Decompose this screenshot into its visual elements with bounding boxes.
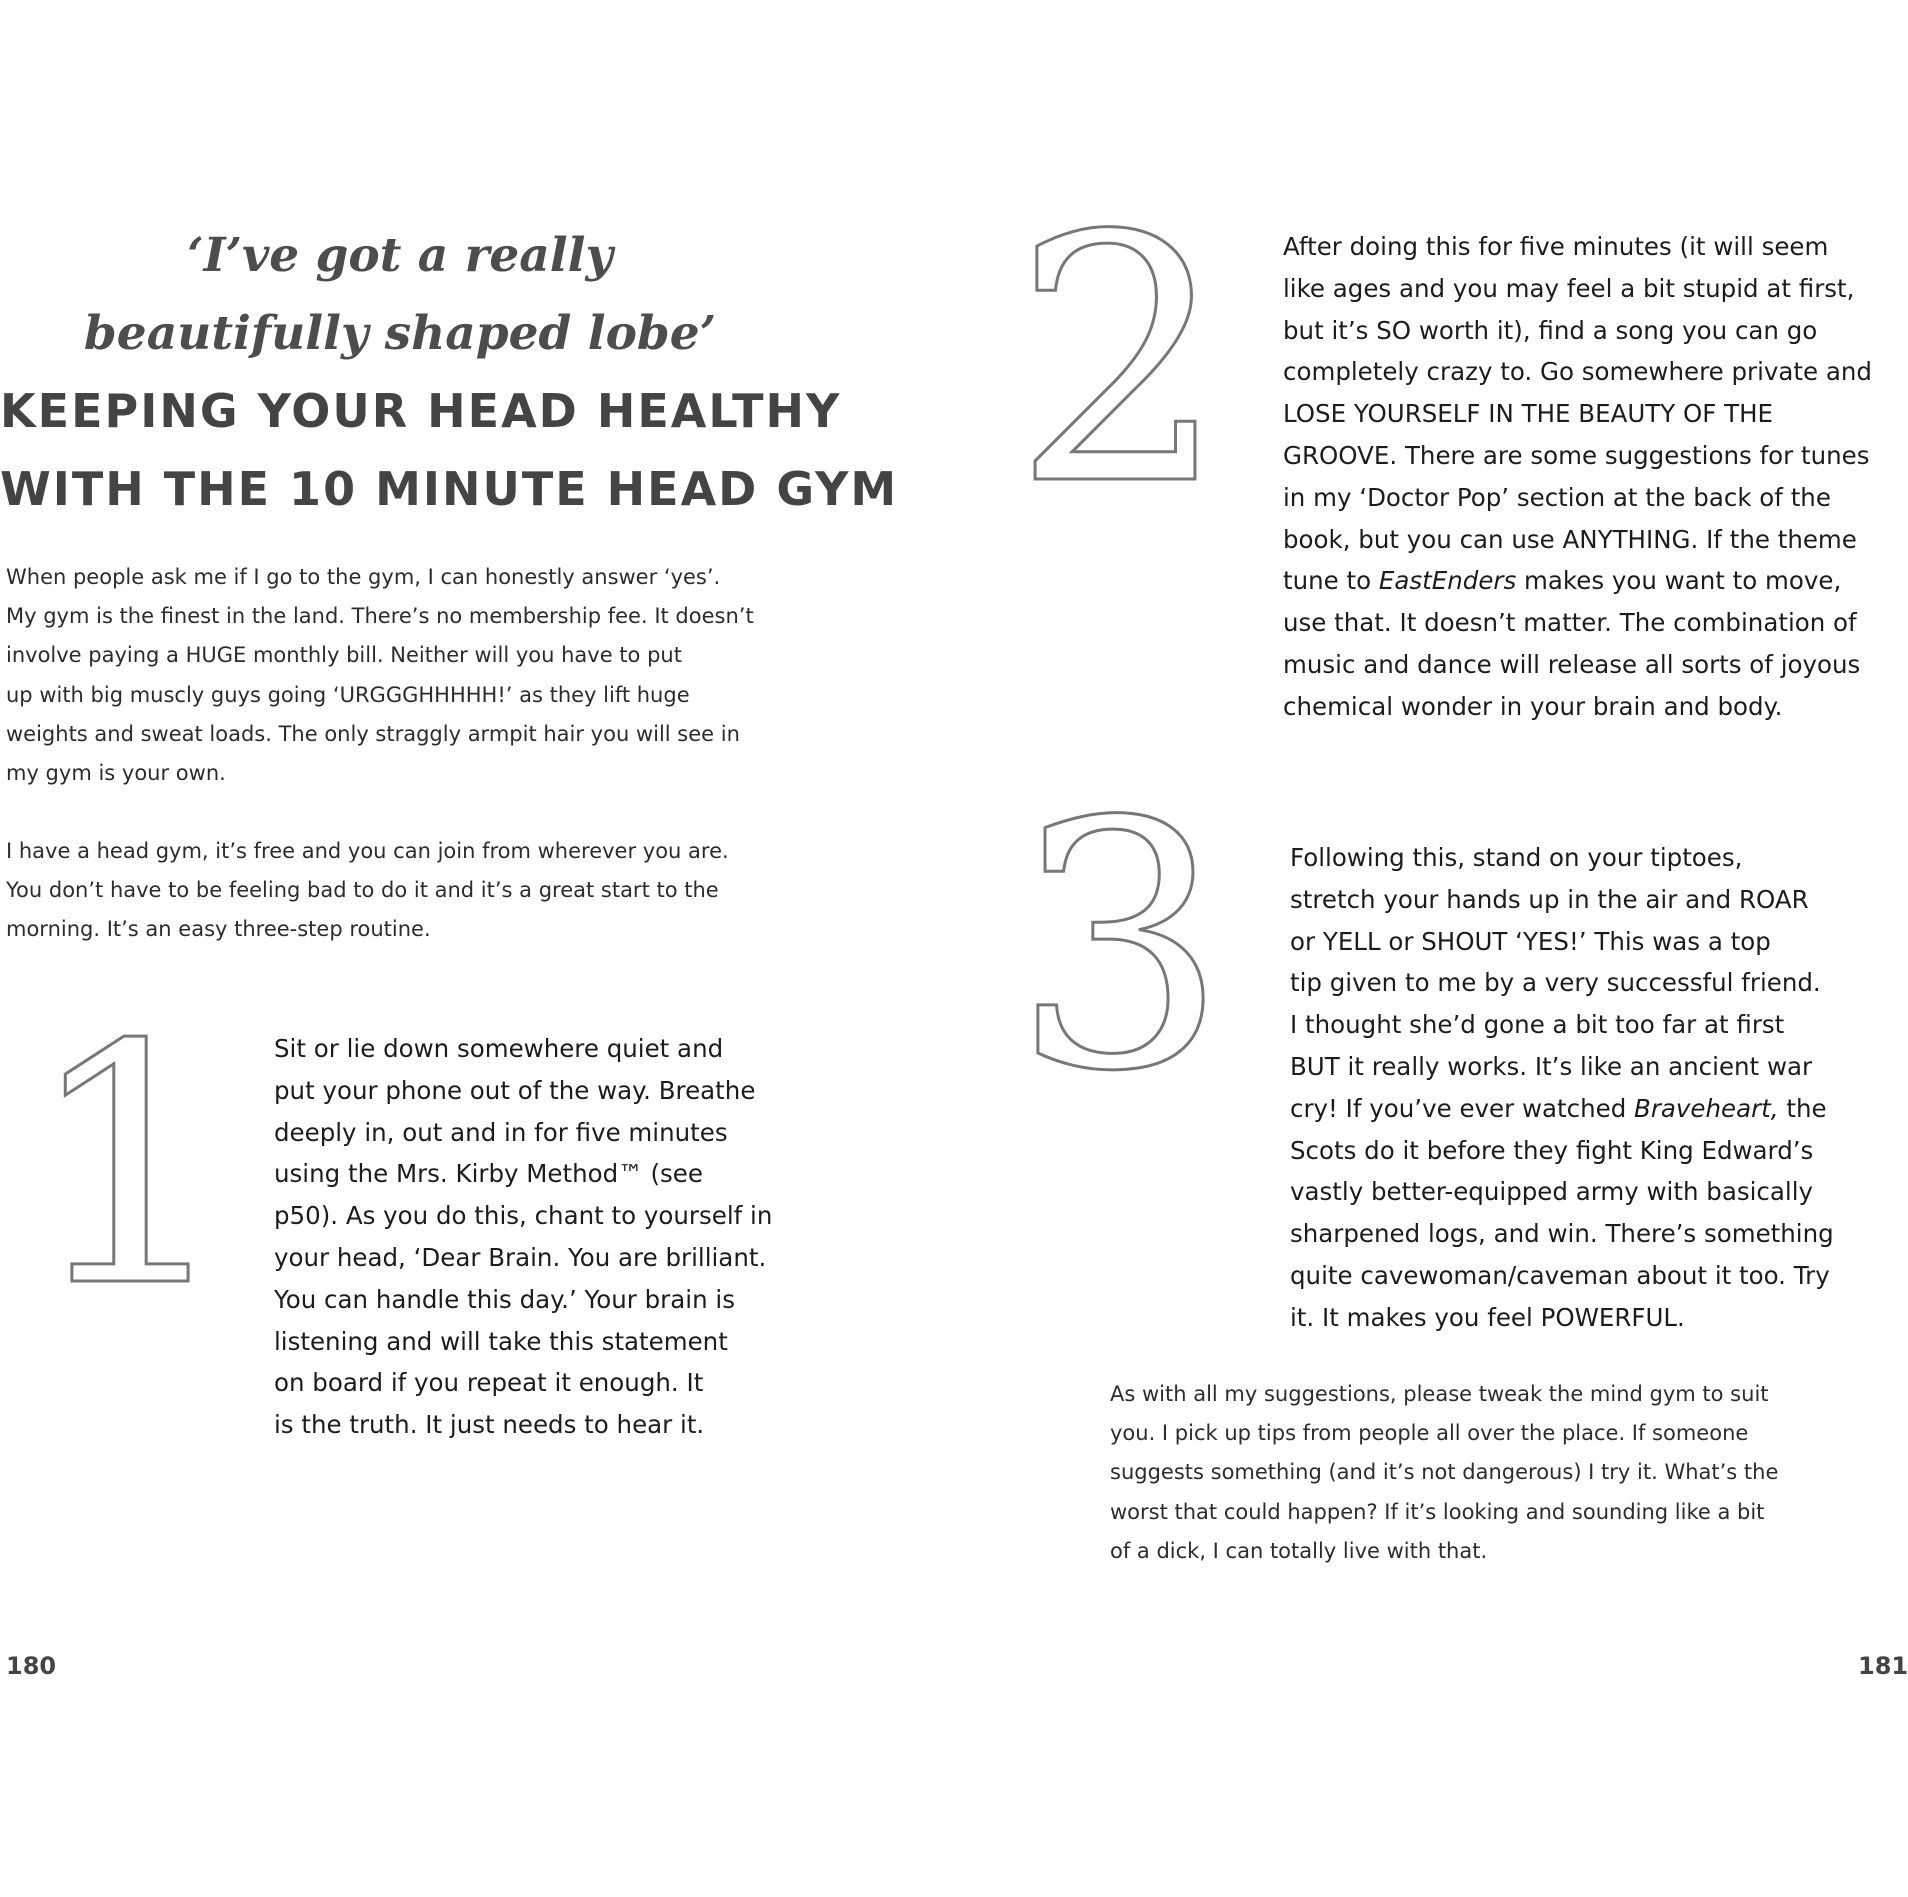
text-line: worst that could happen? If it’s looking and sounding like a bit bbox=[1110, 1499, 1765, 1524]
text-line: I thought she’d gone a bit too far at first bbox=[1290, 1010, 1785, 1040]
text-line: use that. It doesn’t matter. The combination of bbox=[1283, 608, 1857, 638]
text-line: tip given to me by a very successful friend. bbox=[1290, 968, 1821, 998]
text-line: is the truth. It just needs to hear it. bbox=[274, 1410, 705, 1440]
text-line: music and dance will release all sorts of joyous bbox=[1283, 649, 1861, 679]
text-line bbox=[1283, 560, 1872, 602]
text-line: completely crazy to. Go somewhere private and bbox=[1283, 357, 1872, 387]
text-line: involve paying a HUGE monthly bill. Neither will you have to put bbox=[6, 643, 682, 668]
text-line: quite cavewoman/caveman about it too. Try bbox=[1290, 1260, 1830, 1290]
step-2-numeral: 2 bbox=[1012, 164, 1229, 560]
text-segment: makes you want to move, bbox=[1516, 566, 1842, 596]
intro-paragraph bbox=[6, 558, 754, 793]
title-caps-line-1: KEEPING YOUR HEAD HEALTHY bbox=[0, 384, 842, 438]
step-1-numeral: 1 bbox=[25, 975, 235, 1359]
text-line: LOSE YOURSELF IN THE BEAUTY OF THE bbox=[1283, 399, 1774, 429]
text-line: You don’t have to be feeling bad to do it and it’s a great start to the bbox=[6, 878, 719, 903]
text-line: I have a head gym, it’s free and you can join from wherever you are. bbox=[6, 839, 729, 863]
text-line: using the Mrs. Kirby Method™ (see bbox=[274, 1159, 703, 1189]
step-1-text bbox=[274, 1028, 772, 1446]
closing-paragraph bbox=[1110, 1375, 1778, 1571]
text-line: BUT it really works. It’s like an ancient war bbox=[1290, 1051, 1813, 1081]
text-line: vastly better-equipped army with basically bbox=[1290, 1177, 1814, 1207]
show-title-eastenders: EastEnders bbox=[1378, 566, 1517, 596]
step-3-numeral: 3 bbox=[1012, 750, 1229, 1146]
text-line: it. It makes you feel POWERFUL. bbox=[1290, 1302, 1685, 1332]
text-segment: the bbox=[1778, 1093, 1827, 1123]
step-2-text bbox=[1283, 226, 1872, 728]
text-line: suggests something (and it’s not dangerous) I try it. What’s the bbox=[1110, 1460, 1779, 1485]
text-line: Sit or lie down somewhere quiet and bbox=[274, 1034, 724, 1063]
text-line: your head, ‘Dear Brain. You are brilliant. bbox=[274, 1242, 767, 1272]
text-line: you. I pick up tips from people all over the place. If someone bbox=[1110, 1421, 1749, 1446]
text-line: You can handle this day.’ Your brain is bbox=[274, 1284, 735, 1314]
page-number-right: 181 bbox=[1858, 1652, 1908, 1680]
text-line: my gym is your own. bbox=[6, 761, 226, 786]
text-line: but it’s SO worth it), find a song you can go bbox=[1283, 315, 1818, 345]
text-line: deeply in, out and in for five minutes bbox=[274, 1117, 728, 1147]
text-line: GROOVE. There are some suggestions for tunes bbox=[1283, 440, 1870, 470]
title-caps-line-2: WITH THE 10 MINUTE HEAD GYM bbox=[0, 462, 899, 516]
text-line: put your phone out of the way. Breathe bbox=[274, 1075, 756, 1105]
text-line: chemical wonder in your brain and body. bbox=[1283, 691, 1783, 721]
text-segment: tune to bbox=[1283, 566, 1379, 596]
text-line: of a dick, I can totally live with that. bbox=[1110, 1538, 1488, 1563]
text-line: As with all my suggestions, please tweak the mind gym to suit bbox=[1110, 1382, 1769, 1406]
text-line bbox=[1290, 1088, 1834, 1130]
text-line: After doing this for five minutes (it will seem bbox=[1283, 232, 1829, 261]
text-line: on board if you repeat it enough. It bbox=[274, 1368, 704, 1398]
text-line: listening and will take this statement bbox=[274, 1326, 728, 1356]
text-line: or YELL or SHOUT ‘YES!’ This was a top bbox=[1290, 926, 1771, 956]
text-line: morning. It’s an easy three-step routine. bbox=[6, 917, 431, 942]
text-line: in my ‘Doctor Pop’ section at the back of the bbox=[1283, 482, 1831, 512]
text-line: stretch your hands up in the air and ROAR bbox=[1290, 884, 1809, 914]
film-title-braveheart: Braveheart, bbox=[1634, 1093, 1779, 1123]
text-line: weights and sweat loads. The only straggly armpit hair you will see in bbox=[6, 721, 740, 746]
text-line: like ages and you may feel a bit stupid at first, bbox=[1283, 273, 1855, 303]
page-number-left: 180 bbox=[6, 1652, 57, 1680]
text-line: Following this, stand on your tiptoes, bbox=[1290, 843, 1743, 872]
text-segment: cry! If you’ve ever watched bbox=[1290, 1093, 1635, 1123]
head-gym-paragraph bbox=[6, 832, 729, 950]
text-line: When people ask me if I go to the gym, I can honestly answer ‘yes’. bbox=[6, 565, 721, 589]
text-line: p50). As you do this, chant to yourself in bbox=[274, 1201, 773, 1231]
text-line: up with big muscly guys going ‘URGGGHHHHH!’ as they lift huge bbox=[6, 682, 690, 707]
text-line: My gym is the finest in the land. There’s no membership fee. It doesn’t bbox=[6, 604, 754, 629]
text-line: sharpened logs, and win. There’s something bbox=[1290, 1219, 1834, 1249]
text-line: Scots do it before they fight King Edward’s bbox=[1290, 1135, 1814, 1165]
title-script-line-1: ‘I’ve got a really bbox=[187, 228, 613, 283]
step-3-text bbox=[1290, 837, 1834, 1339]
title-script-line-2: beautifully shaped lobe’ bbox=[83, 306, 717, 361]
text-line: book, but you can use ANYTHING. If the theme bbox=[1283, 524, 1857, 554]
